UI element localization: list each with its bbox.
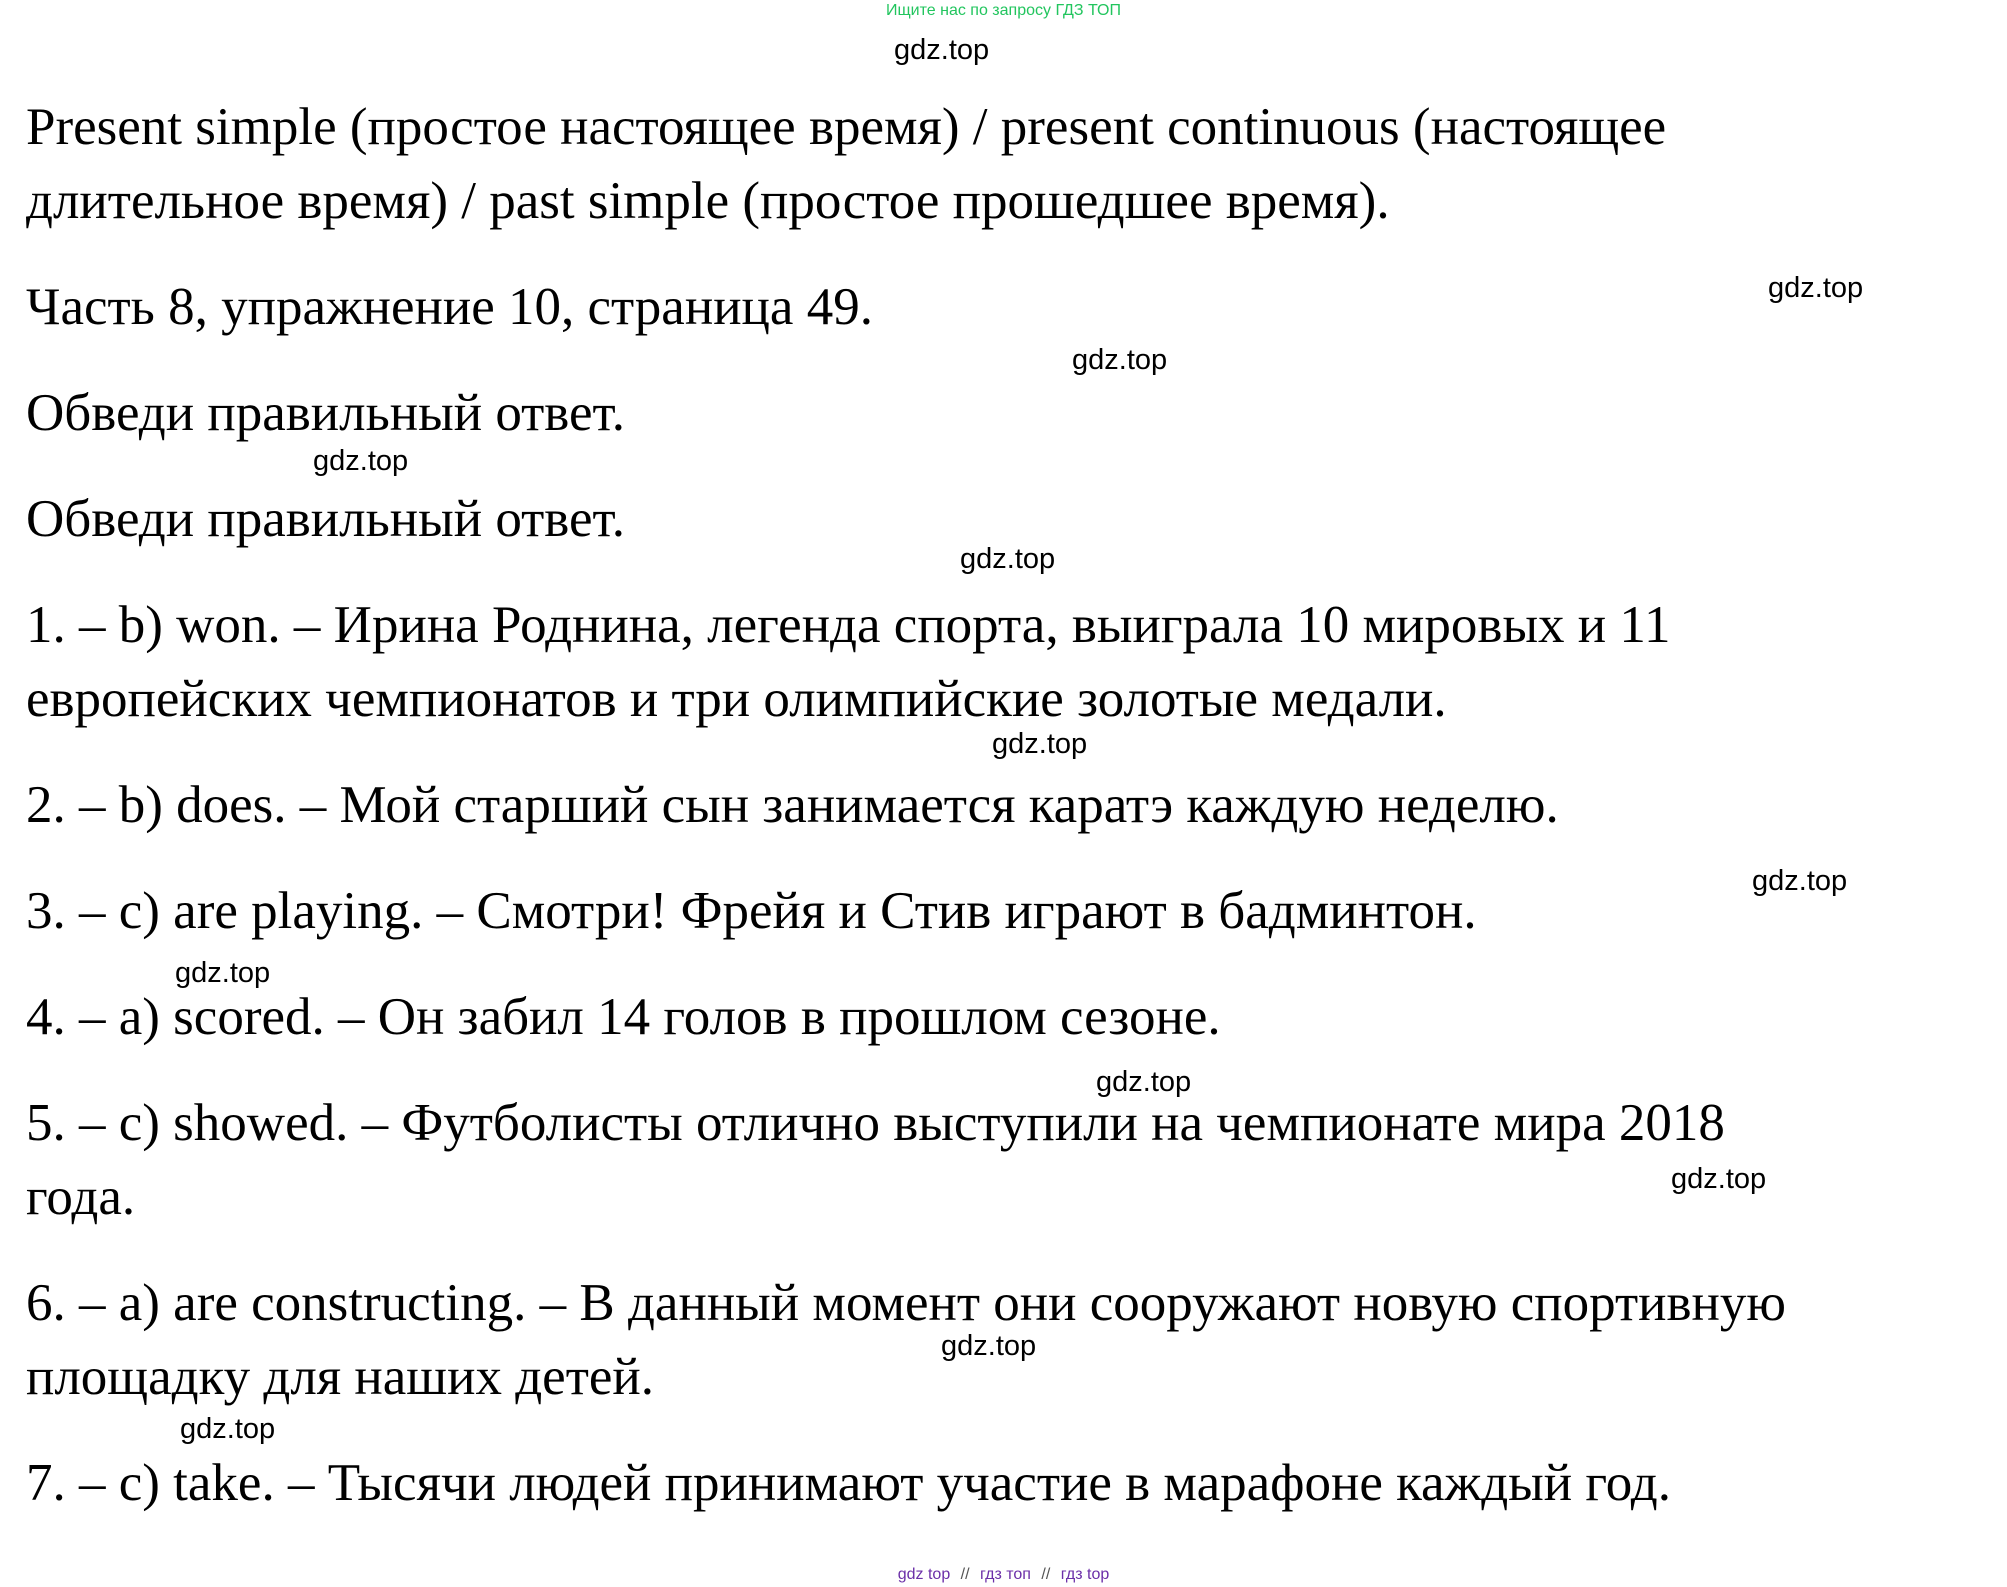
watermark: gdz.top [1671, 1163, 1767, 1195]
watermark: gdz.top [941, 1330, 1037, 1362]
top-banner: Ищите нас по запросу ГДЗ ТОП [886, 2, 1121, 19]
answer-6-line-2: площадку для наших детей. [26, 1348, 655, 1406]
footer-link[interactable]: gdz top [897, 1566, 951, 1583]
section-heading: Часть 8, упражнение 10, страница 49. [26, 278, 873, 336]
answer-1-line-2: европейских чемпионатов и три олимпийские золотые медали. [26, 670, 1447, 728]
answer-5-line-2: года. [26, 1168, 136, 1226]
watermark: gdz.top [180, 1413, 276, 1445]
watermark: gdz.top [1072, 344, 1168, 376]
answer-6-line-1: 6. – a) are constructing. – В данный момент они сооружают новую спортивную [26, 1274, 1786, 1332]
watermark: gdz.top [894, 34, 990, 66]
answer-3: 3. – c) are playing. – Смотри! Фрейя и Стив играют в бадминтон. [26, 882, 1477, 940]
answer-4: 4. – a) scored. – Он забил 14 голов в прошлом сезоне. [26, 988, 1221, 1046]
watermark: gdz.top [175, 957, 271, 989]
instruction: Обведи правильный ответ. [26, 384, 625, 442]
answer-1-line-1: 1. – b) won. – Ирина Роднина, легенда спорта, выиграла 10 мировых и 11 [26, 596, 1671, 654]
footer [0, 1566, 2007, 1584]
watermark: gdz.top [1096, 1066, 1192, 1098]
footer-link[interactable]: гдз top [1060, 1566, 1110, 1583]
watermark: gdz.top [313, 445, 409, 477]
answer-7: 7. – c) take. – Тысячи людей принимают участие в марафоне каждый год. [26, 1454, 1671, 1512]
watermark: gdz.top [1752, 865, 1848, 897]
answer-2: 2. – b) does. – Мой старший сын занимается каратэ каждую неделю. [26, 776, 1559, 834]
watermark: gdz.top [992, 728, 1088, 760]
title-line-2: длительное время) / past simple (простое прошедшее время). [26, 172, 1390, 230]
title-line-1: Present simple (простое настоящее время) / present continuous (настоящее [26, 98, 1667, 156]
instruction: Обведи правильный ответ. [26, 490, 625, 548]
watermark: gdz.top [1768, 272, 1864, 304]
watermark: gdz.top [960, 543, 1056, 575]
answer-5-line-1: 5. – c) showed. – Футболисты отлично выступили на чемпионате мира 2018 [26, 1094, 1725, 1152]
footer-link[interactable]: гдз топ [980, 1566, 1031, 1583]
footer-separator: // [1041, 1566, 1051, 1583]
footer-separator: // [960, 1566, 970, 1583]
